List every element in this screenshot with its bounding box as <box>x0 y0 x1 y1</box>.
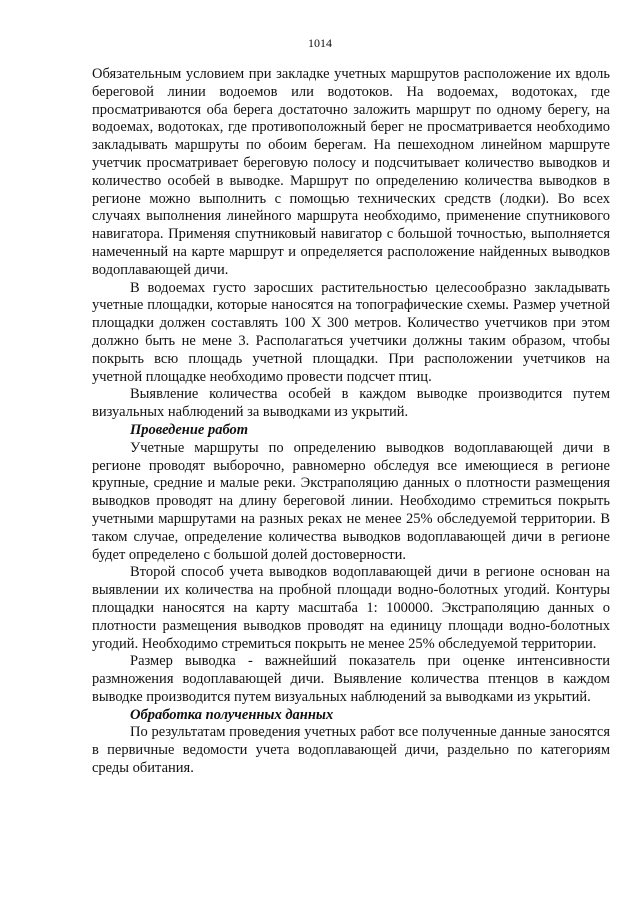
paragraph-route-conditions: Обязательным условием при закладке учетных маршрутов расположение их вдоль береговой линии водоемов или водотоков. На водоемах, водотоках, где просматриваются оба берега достаточно заложить маршрут по одному берегу, на водоемах, водотоках, где противоположный берег не просматривается необходимо закладывать маршруты по обоим берегам. На пешеходном линейном маршруте учетчик просматривает береговую полосу и подсчитывает количество выводков и количество особей в выводке. Маршрут по определению количества выводков в регионе можно выполнить с помощью технических средств (лодки). Во всех случаях выполнения линейного маршрута необходимо, применение спутникового навигатора. Применяя спутниковый навигатор с большой точностью, выполняется намеченный на карте маршрут и определяется расположение найденных выводков водоплавающей дичи. <box>92 66 610 278</box>
paragraph-survey-plots: В водоемах густо заросших растительностью целесообразно закладывать учетные площадки, которые наносятся на топографические схемы. Размер учетной площадки должен составлять 100 Х 300 метров. Количество учетчиков при этом должно быть не мене 3. Располагаться учетчики должны таким образом, чтобы покрыть всю площадь учетной площадки. При расположении учетчиков на учетной площадке необходимо провести подсчет птиц. <box>92 279 610 385</box>
section-heading-processing: Обработка полученных данных <box>130 706 334 723</box>
paragraph-brood-size: Размер выводка - важнейший показатель при оценке интенсивности размножения водоплавающей дичи. Выявление количества птенцов в каждом выводке производится путем визуальных наблюдений за выводками из укрытий. <box>92 653 610 705</box>
page-content <box>92 66 610 778</box>
paragraph-second-method: Второй способ учета выводков водоплавающей дичи в регионе основан на выявлении их количества на пробной площади водно-болотных угодий. Контуры площадки наносятся на карту масштаба 1: 100000. Экстраполяцию данных о плотности размещения выводков проводят на единицу площади водно-болотных угодий. Необходимо стремиться покрыть не менее 25% обследуемой территории. <box>92 564 610 652</box>
paragraph-data-recording: По результатам проведения учетных работ все полученные данные заносятся в первичные ведомости учета водоплавающей дичи, раздельно по категориям среды обитания. <box>92 724 610 777</box>
section-heading-work: Проведение работ <box>130 421 249 438</box>
paragraph-survey-routes: Учетные маршруты по определению выводков водоплавающей дичи в регионе проводят выборочно, равномерно обследуя все имеющиеся в регионе крупные, средние и малые реки. Экстраполяцию данных о плотности размещения выводков проводят на длину береговой линии. Необходимо стремиться покрыть учетными маршрутами на разных реках не менее 25% обследуемой территории. В таком случае, определение количества выводков водоплавающей дичи в регионе будет определено с большой долей достоверности. <box>92 439 610 563</box>
page-number: 1014 <box>308 36 332 50</box>
paragraph-brood-count: Выявление количества особей в каждом выводке производится путем визуальных наблюдений за выводками из укрытий. <box>92 386 610 421</box>
